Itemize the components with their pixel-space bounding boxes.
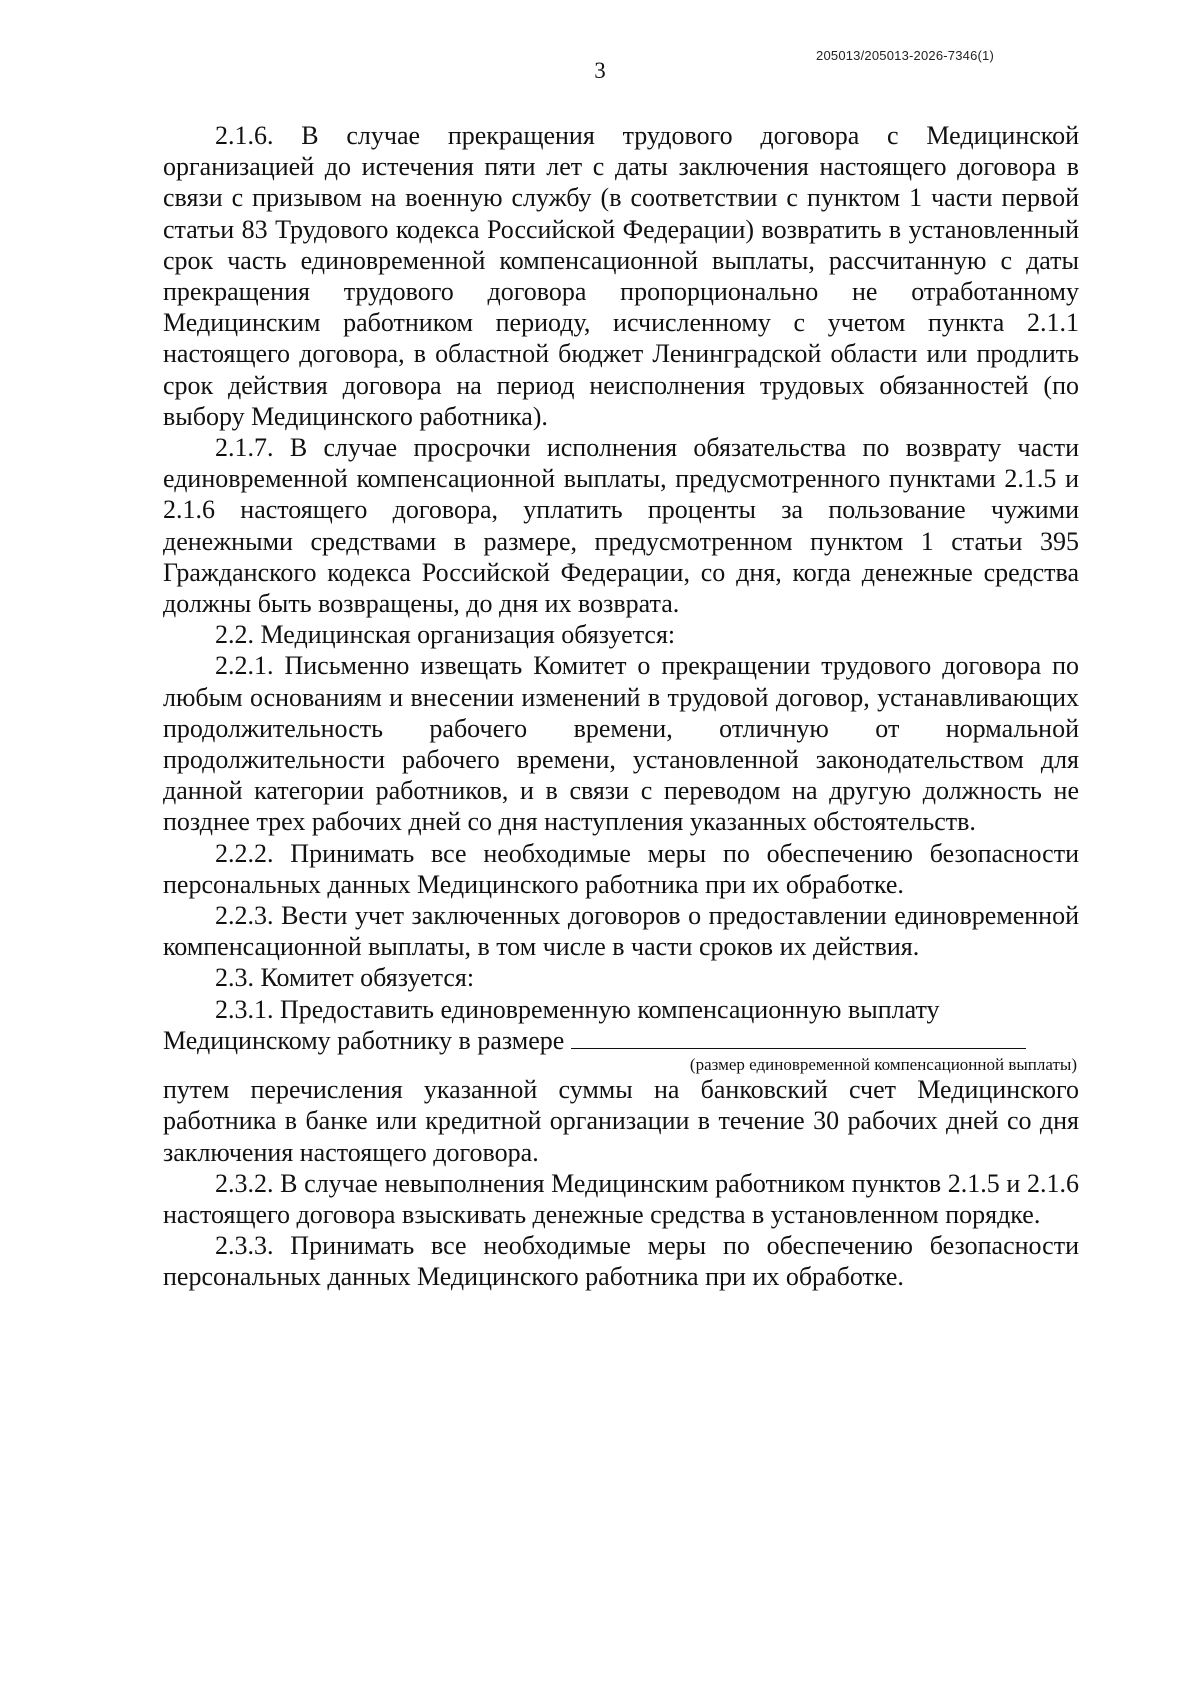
document-id: 205013/205013-2026-7346(1) <box>816 48 994 63</box>
paragraph-2-2-1: 2.2.1. Письменно извещать Комитет о прекращении трудового договора по любым основаниям и внесении изменений в трудовой договор, устанавливающих продолжительность рабочего времени, отличную от нормальной продолжительности рабочего времени, установленной законодательством для данной категории работников, и в связи с переводом на другую должность не позднее трех рабочих дней со дня наступления указанных обстоятельств. <box>163 651 1079 837</box>
paragraph-2-3-1-line1: 2.3.1. Предоставить единовременную компенсационную выплату <box>215 994 940 1024</box>
paragraph-2-3-3: 2.3.3. Принимать все необходимые меры по обеспечению безопасности персональных данных Медицинского работника при их обработке. <box>163 1231 1079 1292</box>
document-body <box>163 120 1079 1293</box>
paragraph-2-3-1-line2 <box>163 1025 1079 1056</box>
paragraph-2-2: 2.2. Медицинская организация обязуется: <box>215 620 676 650</box>
page-number: 3 <box>594 58 606 83</box>
paragraph-2-3-2: 2.3.2. В случае невыполнения Медицинским работником пунктов 2.1.5 и 2.1.6 настоящего договора взыскивать денежные средства в установленном порядке. <box>163 1168 1079 1229</box>
paragraph-2-1-6: 2.1.6. В случае прекращения трудового договора с Медицинской организацией до истечения пяти лет с даты заключения настоящего договора в связи с призывом на военную службу (в соответствии с пунктом 1 части первой статьи 83 Трудового кодекса Российской Федерации) возвратить в установленный срок часть единовременной компенсационной выплаты, рассчитанную с даты прекращения трудового договора пропорционально не отработанному Медицинским работником периоду, исчисленному с учетом пункта 2.1.1 настоящего договора, в областной бюджет Ленинградской области или продлить срок действия договора на период неисполнения трудовых обязанностей (по выбору Медицинского работника). <box>163 121 1079 431</box>
paragraph-2-2-2: 2.2.2. Принимать все необходимые меры по обеспечению безопасности персональных данных Медицинского работника при их обработке. <box>163 838 1079 899</box>
paragraph-2-1-7: 2.1.7. В случае просрочки исполнения обязательства по возврату части единовременной компенсационной выплаты, предусмотренного пунктами 2.1.5 и 2.1.6 настоящего договора, уплатить проценты за пользование чужими денежными средствами в размере, предусмотренном пунктом 1 статьи 395 Гражданского кодекса Российской Федерации, со дня, когда денежные средства должны быть возвращены, до дня их возврата. <box>163 433 1079 619</box>
amount-blank-line <box>571 1026 1026 1049</box>
amount-label: Медицинскому работнику в размере <box>163 1025 565 1055</box>
paragraph-2-3-1-continuation: путем перечисления указанной суммы на банковский счет Медицинского работника в банке или кредитной организации в течение 30 рабочих дней со дня заключения настоящего договора. <box>163 1075 1079 1167</box>
paragraph-2-3: 2.3. Комитет обязуется: <box>215 963 475 993</box>
paragraph-2-2-3: 2.2.3. Вести учет заключенных договоров о предоставлении единовременной компенсационной выплаты, в том числе в части сроков их действия. <box>163 901 1079 962</box>
amount-caption: (размер единовременной компенсационной выплаты) <box>689 1055 1077 1075</box>
